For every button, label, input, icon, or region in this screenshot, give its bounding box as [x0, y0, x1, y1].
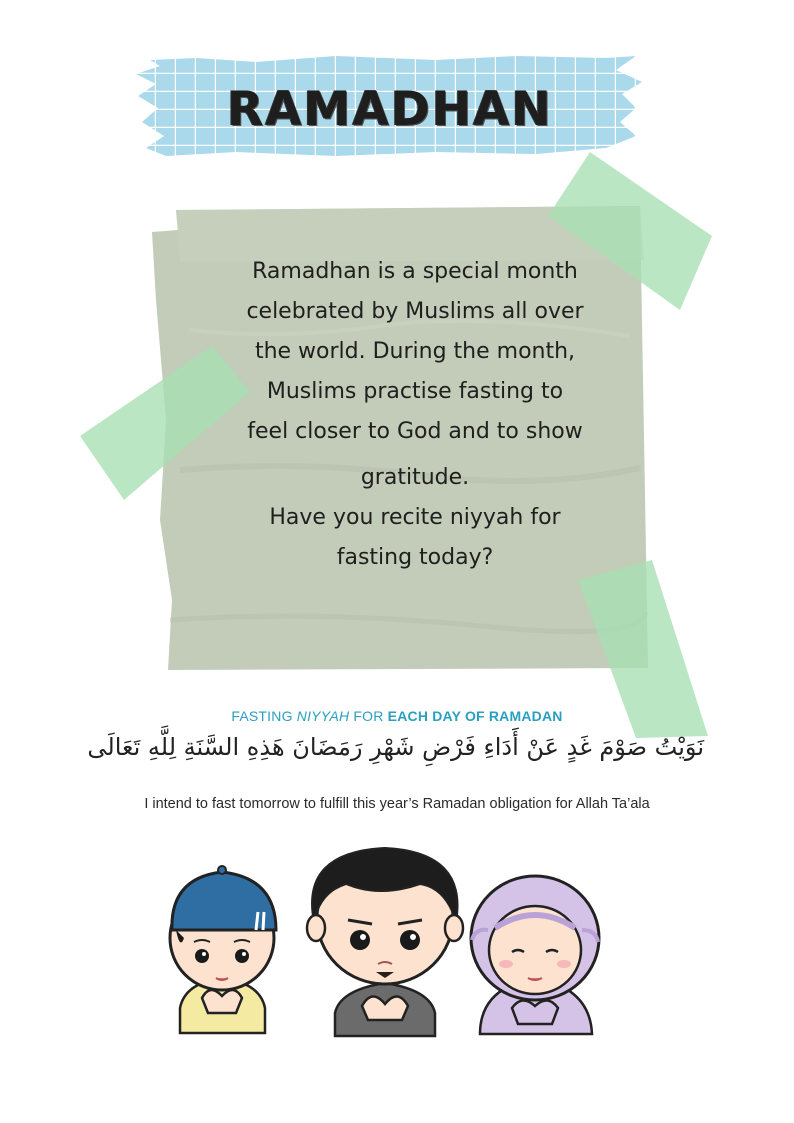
niyyah-heading-part2: FOR [349, 708, 388, 724]
niyyah-heading [120, 708, 674, 724]
intro-line: feel closer to God and to show [247, 419, 583, 444]
page-title: RAMADHAN [227, 82, 553, 137]
praying-kids-illustration [150, 838, 620, 1038]
niyyah-heading-italic: NIYYAH [296, 708, 350, 724]
man-praying-icon [307, 848, 463, 1036]
niyyah-translation: I intend to fast tomorrow to fulfill this year’s Ramadan obligation for Allah Ta’ala [144, 796, 650, 812]
intro-line: Ramadhan is a special month [252, 259, 578, 284]
niyyah-heading-bold: EACH DAY OF RAMADAN [387, 708, 563, 724]
intro-line: the world. During the month, [254, 339, 576, 364]
intro-line: celebrated by Muslims all over [246, 299, 584, 324]
intro-line: Have you recite niyyah for [269, 505, 561, 530]
intro-line: Muslims practise fasting to [266, 379, 564, 404]
boy-with-cap-icon [170, 866, 276, 1033]
intro-line: fasting today? [336, 545, 494, 570]
intro-paragraph [210, 252, 620, 578]
niyyah-heading-part1: FASTING [231, 708, 297, 724]
niyyah-arabic-text: نَوَيْتُ صَوْمَ غَدٍ عَنْ أَدَاءِ فَرْضِ شَهْرِ رَمَضَانَ هَذِهِ السَّنَةِ لِلَّهِ تَعَالَى [87, 733, 704, 761]
intro-line: gratitude. [360, 465, 470, 490]
girl-in-hijab-icon [471, 876, 599, 1034]
